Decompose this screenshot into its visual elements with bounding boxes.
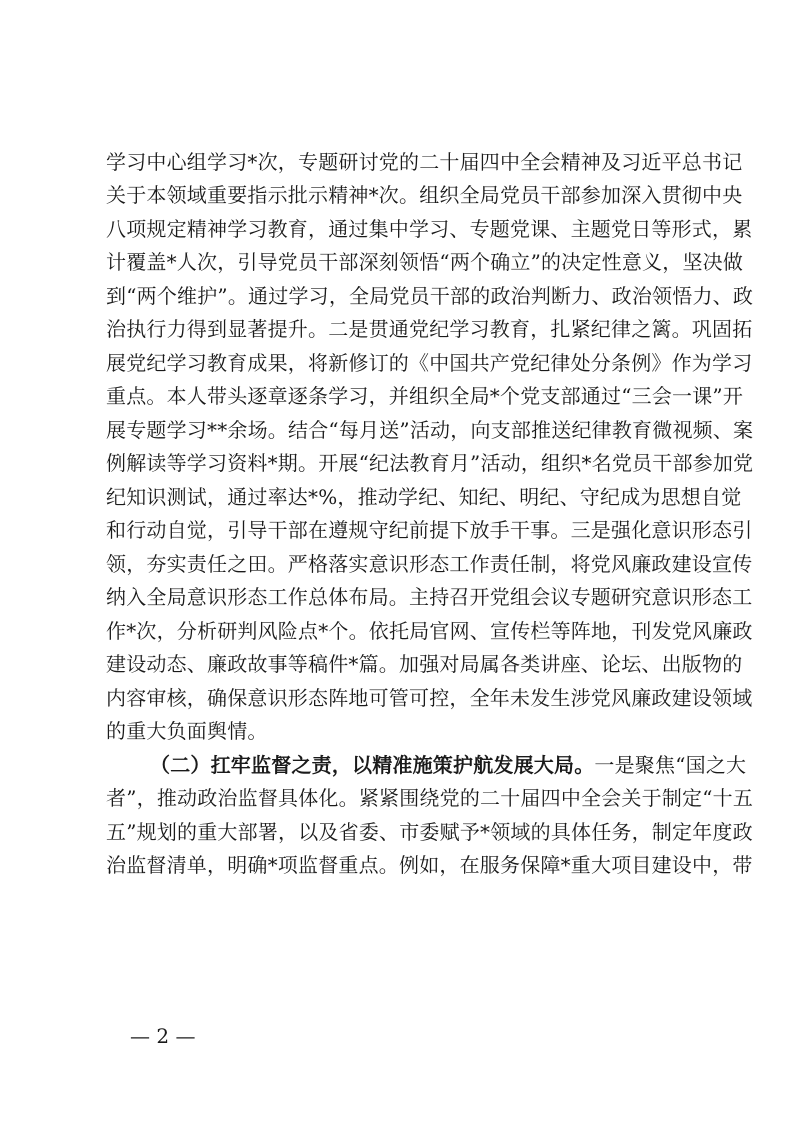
body-line: 治执行力得到显著提升。二是贯通党纪学习教育，扎紧纪律之篱。巩固拓 xyxy=(106,317,753,341)
page-number: — 2 — xyxy=(130,1024,196,1048)
section-heading: （二）扛牢监督之责，以精准施策护航发展大局。 xyxy=(150,753,595,777)
body-line: 的重大负面舆情。 xyxy=(106,719,268,743)
section-text: 一是聚焦“国之大 xyxy=(594,753,747,777)
body-line: 内容审核，确保意识形态阵地可管可控，全年未发生涉党风廉政建设领域 xyxy=(106,686,753,710)
body-line: 例解读等学习资料*期。开展“纪法教育月”活动，组织*名党员干部参加党 xyxy=(106,451,754,475)
body-line: 五”规划的重大部署，以及省委、市委赋予*领域的具体任务，制定年度政 xyxy=(106,820,753,844)
body-line: 治监督清单，明确*项监督重点。例如，在服务保障*重大项目建设中，带 xyxy=(106,853,753,877)
body-line: 计覆盖*人次，引导党员干部深刻领悟“两个确立”的决定性意义，坚决做 xyxy=(106,250,744,274)
body-line: 到“两个维护”。通过学习，全局党员干部的政治判断力、政治领悟力、政 xyxy=(106,284,754,308)
body-line: 学习中心组学习*次，专题研讨党的二十届四中全会精神及习近平总书记 xyxy=(106,150,743,174)
body-line: 建设动态、廉政故事等稿件*篇。加强对局属各类讲座、论坛、出版物的 xyxy=(106,652,743,676)
body-line: 展专题学习**余场。结合“每月送”活动，向支部推送纪律教育微视频、案 xyxy=(106,418,754,442)
body-line: 关于本领域重要指示批示精神*次。组织全局党员干部参加深入贯彻中央 xyxy=(106,183,743,207)
body-line: 重点。本人带头逐章逐条学习，并组织全局*个党支部通过“三会一课”开 xyxy=(106,384,744,408)
body-line: 者”，推动政治监督具体化。紧紧围绕党的二十届四中全会关于制定“十五 xyxy=(106,786,754,810)
body-line: 纪知识测试，通过率达*%，推动学纪、知纪、明纪、守纪成为思想自觉 xyxy=(106,485,742,509)
body-line: 和行动自觉，引导干部在遵规守纪前提下放手干事。三是强化意识形态引 xyxy=(106,518,753,542)
section-heading-line xyxy=(150,753,746,777)
body-line: 展党纪学习教育成果，将新修订的《中国共产党纪律处分条例》作为学习 xyxy=(106,351,753,375)
body-line: 八项规定精神学习教育，通过集中学习、专题党课、主题党日等形式，累 xyxy=(106,217,753,241)
body-line: 作*次，分析研判风险点*个。依托局官网、宣传栏等阵地，刊发党风廉政 xyxy=(106,619,753,643)
body-line: 领，夯实责任之田。严格落实意识形态工作责任制，将党风廉政建设宣传 xyxy=(106,552,753,576)
body-line: 纳入全局意识形态工作总体布局。主持召开党组会议专题研究意识形态工 xyxy=(106,585,753,609)
